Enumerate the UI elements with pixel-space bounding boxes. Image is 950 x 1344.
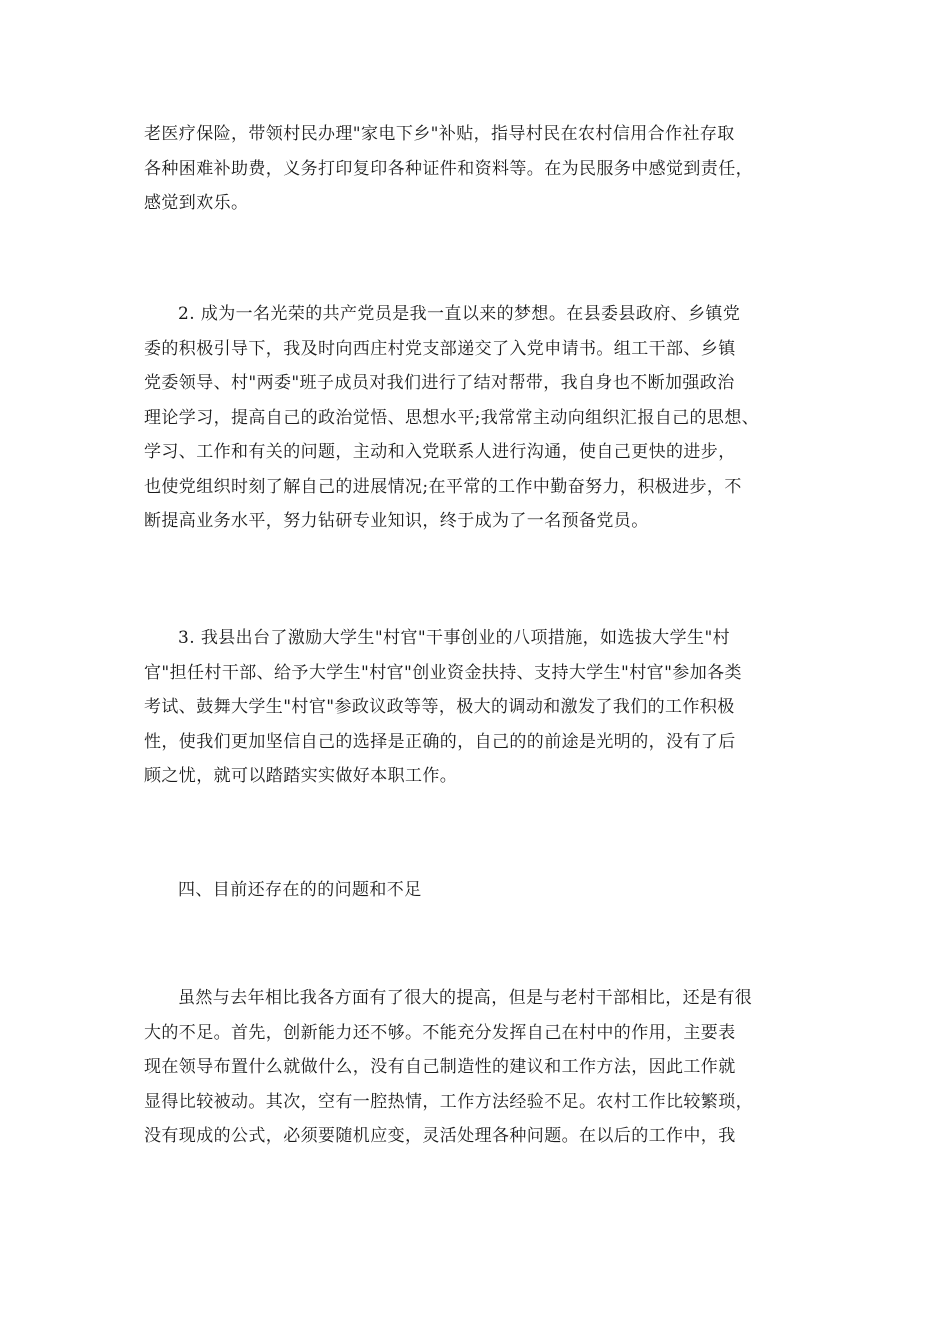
text-line: 党委领导、村"两委"班子成员对我们进行了结对帮带，我自身也不断加强政治 xyxy=(144,373,735,393)
text-line: 委的积极引导下，我及时向西庄村党支部递交了入党申请书。组工干部、乡镇 xyxy=(144,338,736,359)
text-line: 学习、工作和有关的问题，主动和入党联系人进行沟通，使自己更快的进步， xyxy=(144,442,736,462)
text-line: 官"担任村干部、给予大学生"村官"创业资金扶持、支持大学生"村官"参加各类 xyxy=(144,662,742,683)
text-line: 2. 成为一名光荣的共产党员是我一直以来的梦想。在县委县政府、乡镇党 xyxy=(178,304,741,324)
text-line: 各种困难补助费，义务打印复印各种证件和资料等。在为民服务中感觉到责任， xyxy=(144,158,753,179)
text-line: 顾之忧，就可以踏踏实实做好本职工作。 xyxy=(144,766,458,786)
paragraph-service-continuation xyxy=(144,117,824,221)
text-line: 现在领导布置什么就做什么，没有自己制造性的建议和工作方法，因此工作就 xyxy=(144,1057,736,1077)
section-heading xyxy=(144,873,824,908)
paragraph-village-official-measures xyxy=(144,621,824,794)
text-line: 老医疗保险，带领村民办理"家电下乡"补贴，指导村民在农村信用合作社存取 xyxy=(144,124,735,144)
text-line: 理论学习，提高自己的政治觉悟、思想水平;我常常主动向组织汇报自己的思想、 xyxy=(144,407,760,428)
text-line: 性，使我们更加坚信自己的选择是正确的，自己的的前途是光明的，没有了后 xyxy=(144,731,736,752)
text-line: 也使党组织时刻了解自己的进展情况;在平常的工作中勤奋努力，积极进步，不 xyxy=(144,476,742,497)
text-line: 3. 我县出台了激励大学生"村官"干事创业的八项措施，如选拔大学生"村 xyxy=(178,628,731,648)
text-line: 没有现成的公式，必须要随机应变，灵活处理各种问题。在以后的工作中，我 xyxy=(144,1126,736,1146)
paragraph-shortcomings xyxy=(144,981,824,1154)
text-line: 断提高业务水平，努力钻研专业知识，终于成为了一名预备党员。 xyxy=(144,511,649,531)
text-line: 考试、鼓舞大学生"村官"参政议政等等，极大的调动和激发了我们的工作积极 xyxy=(144,697,735,717)
text-line: 虽然与去年相比我各方面有了很大的提高，但是与老村干部相比，还是有很 xyxy=(178,988,753,1008)
text-line: 大的不足。首先，创新能力还不够。不能充分发挥自己在村中的作用，主要表 xyxy=(144,1022,736,1043)
paragraph-party-membership xyxy=(144,297,824,539)
heading-text: 四、目前还存在的的问题和不足 xyxy=(178,880,422,900)
text-line: 感觉到欢乐。 xyxy=(144,193,249,213)
text-line: 显得比较被动。其次，空有一腔热情，工作方法经验不足。农村工作比较繁琐， xyxy=(144,1091,753,1112)
